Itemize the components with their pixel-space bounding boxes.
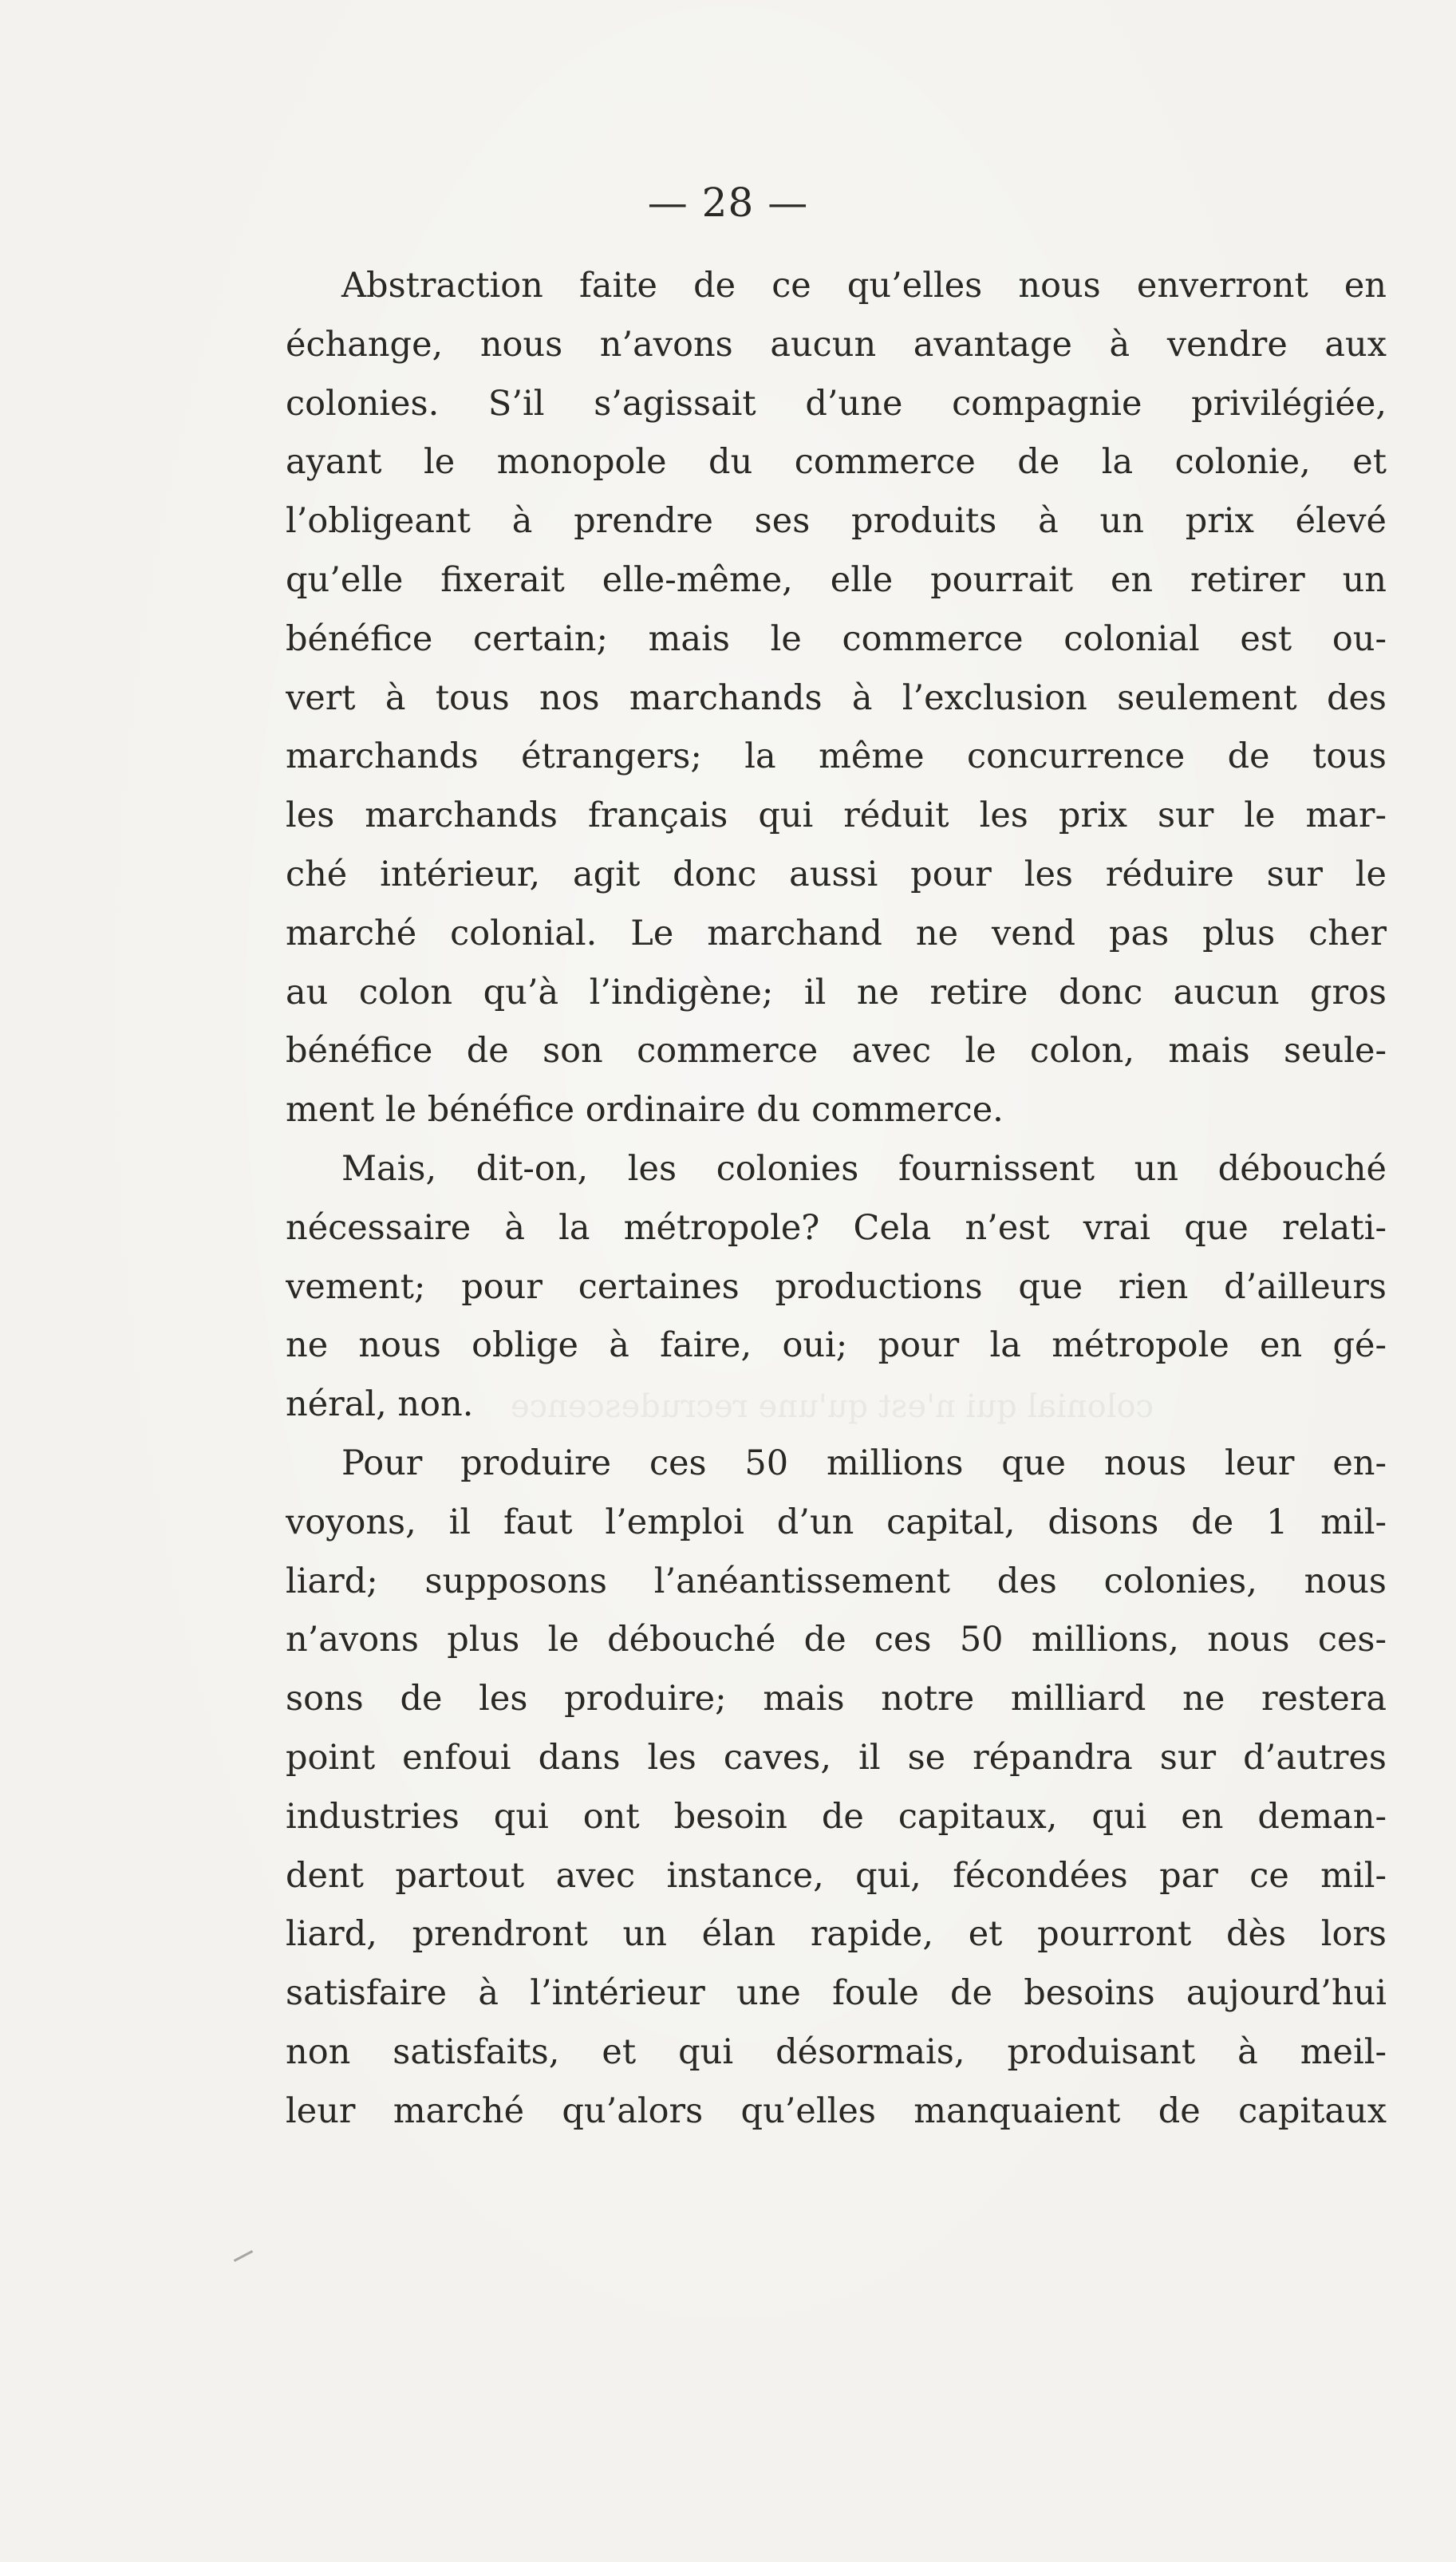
text-line: point enfoui dans les caves, il se répandra sur d’autres bbox=[286, 1737, 1387, 1778]
text-line: vement; pour certaines productions que rien d’ailleurs bbox=[286, 1266, 1387, 1307]
text-line: bénéfice de son commerce avec le colon, mais seule- bbox=[286, 1031, 1387, 1072]
text-line: satisfaire à l’intérieur une foule de besoins aujourd’hui bbox=[286, 1973, 1387, 2014]
body-text bbox=[286, 257, 1387, 2142]
text-line: échange, nous n’avons aucun avantage à vendre aux bbox=[286, 324, 1387, 365]
text-line: Abstraction faite de ce qu’elles nous enverront en bbox=[341, 266, 1387, 306]
text-line: Pour produire ces 50 millions que nous leur en- bbox=[341, 1443, 1387, 1483]
text-line: colonies. S’il s’agissait d’une compagnie privilégiée, bbox=[286, 383, 1387, 424]
text-line: ne nous oblige à faire, oui; pour la métropole en gé- bbox=[286, 1325, 1387, 1366]
text-line: industries qui ont besoin de capitaux, qui en deman- bbox=[286, 1796, 1387, 1837]
text-line: non satisfaits, et qui désormais, produisant à meil- bbox=[286, 2031, 1387, 2072]
text-line: liard; supposons l’anéantissement des colonies, nous bbox=[286, 1561, 1387, 1601]
paragraph-1 bbox=[286, 257, 1387, 1140]
text-line: bénéfice certain; mais le commerce colonial est ou- bbox=[286, 618, 1387, 659]
page-number: — 28 — bbox=[647, 180, 809, 226]
text-line: sons de les produire; mais notre milliard ne restera bbox=[286, 1679, 1387, 1719]
text-line: ayant le monopole du commerce de la colonie, et bbox=[286, 442, 1387, 483]
text-line: l’obligeant à prendre ses produits à un prix élevé bbox=[286, 501, 1387, 542]
text-line: ché intérieur, agit donc aussi pour les réduire sur le bbox=[286, 854, 1387, 894]
text-line: au colon qu’à l’indigène; il ne retire donc aucun gros bbox=[286, 972, 1387, 1013]
text-line: vert à tous nos marchands à l’exclusion seulement des bbox=[286, 677, 1387, 718]
text-line: néral, non. bbox=[286, 1384, 474, 1425]
paragraph-3 bbox=[286, 1435, 1387, 2142]
show-through-from-reverse: colonial qui n'est qu'une recrudescence bbox=[511, 1388, 1154, 1425]
text-line: marché colonial. Le marchand ne vend pas plus cher bbox=[286, 913, 1387, 953]
text-line: les marchands français qui réduit les prix sur le mar- bbox=[286, 795, 1387, 836]
text-line: marchands étrangers; la même concurrence de tous bbox=[286, 736, 1387, 777]
text-line: Mais, dit-on, les colonies fournissent un débouché bbox=[341, 1148, 1387, 1189]
text-line: liard, prendront un élan rapide, et pourront dès lors bbox=[286, 1914, 1387, 1955]
text-line: nécessaire à la métropole? Cela n’est vrai que relati- bbox=[286, 1207, 1387, 1248]
text-line: qu’elle fixerait elle-même, elle pourrait en retirer un bbox=[286, 559, 1387, 600]
text-line: dent partout avec instance, qui, fécondées par ce mil- bbox=[286, 1855, 1387, 1896]
text-line: leur marché qu’alors qu’elles manquaient de capitaux bbox=[286, 2090, 1387, 2131]
paper-mark bbox=[234, 2250, 253, 2262]
paragraph-2 bbox=[286, 1140, 1387, 1435]
text-line: voyons, il faut l’emploi d’un capital, disons de 1 mil- bbox=[286, 1502, 1387, 1542]
text-line: ment le bénéfice ordinaire du commerce. bbox=[286, 1090, 1004, 1131]
text-line: n’avons plus le débouché de ces 50 millions, nous ces- bbox=[286, 1620, 1387, 1660]
